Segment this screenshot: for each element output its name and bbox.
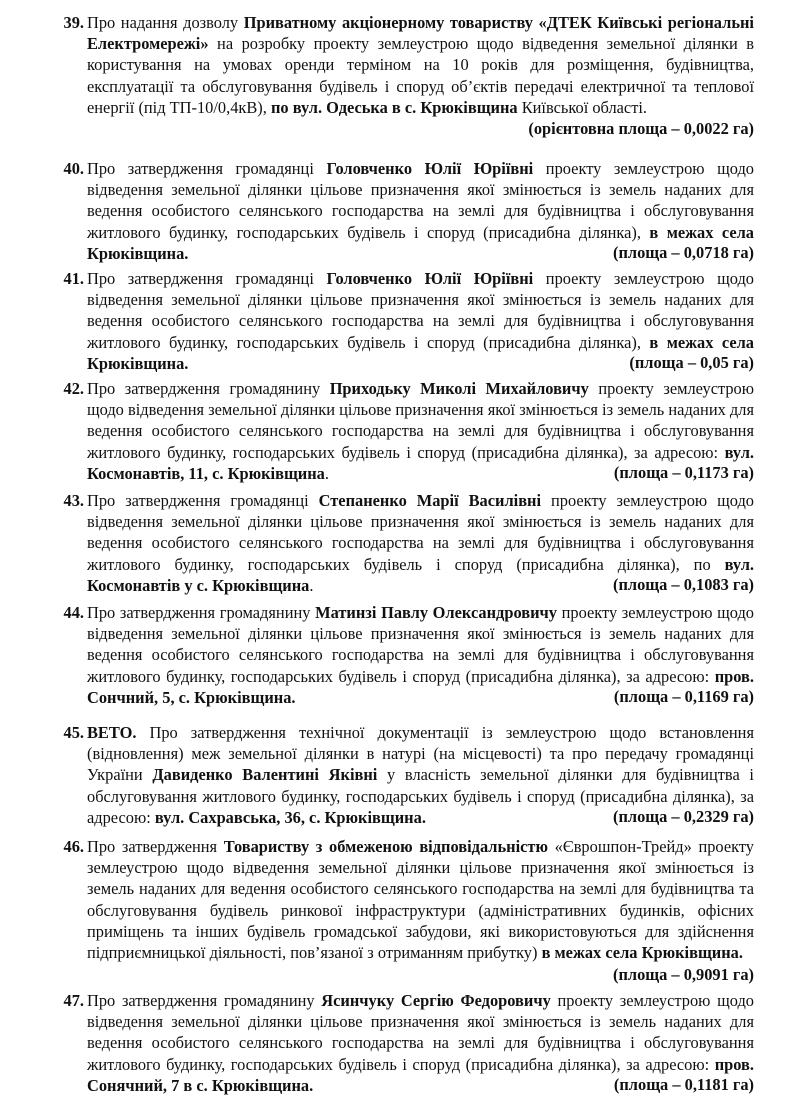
item-text: Про затвердження громадянину Ясинчуку Сергію Федоровичу проекту землеустрою щодо відведення земельної ділянки цільове призначення якої змінюється із земель наданих для ведення особистого селянського господарства на землі для будівництва і обслуговування житлового будинку, господарських будівель і споруд (присадибна ділянка), за адресою: пров. Сонячний, 7 в с. Крюківщина. [87, 991, 754, 1095]
item-number: 46. [63, 837, 84, 856]
item-text: Про затвердження громадянину Матинзі Павлу Олександровичу проекту землеустрою щодо відведення земельної ділянки цільове призначення якої змінюється із земель наданих для ведення особистого селянського господарства на землі для будівництва і обслуговування житлового будинку, господарських будівель і споруд (присадибна ділянка), за адресою: пров. Сончний, 5, с. Крюківщина. [87, 603, 754, 707]
item-text: ВЕТО. Про затвердження технічної документації із землеустрою щодо встановлення (відновлення) меж земельної ділянки в натурі (на місцевості) та про передачу громадянці України Давиденко Валентині Яківні у власність земельної ділянки для будівництва і обслуговування житлового будинку, господарських будівель і споруд (присадибна ділянка), за адресою: вул. Сахравська, 36, с. Крюківщина. [87, 723, 754, 827]
item-text: Про затвердження громадянці Головченко Юлії Юріївні проекту землеустрою щодо відведення земельної ділянки цільове призначення якої змінюється із земель наданих для ведення особистого селянського господарства на землі для будівництва і обслуговування житлового будинку, господарських будівель і споруд (присадибна ділянка), в межах села Крюківщина. [87, 159, 754, 263]
item-text: Про затвердження громадянці Головченко Юлії Юріївні проекту землеустрою щодо відведення земельної ділянки цільове призначення якої змінюється із земель наданих для ведення особистого селянського господарства на землі для будівництва і обслуговування житлового будинку, господарських будівель і споруд (присадибна ділянка), в межах села Крюківщина. [87, 269, 754, 373]
area-value: (площа – 0,1173 га) [606, 462, 754, 483]
area-value: (площа – 0,2329 га) [605, 806, 754, 827]
area-value: (площа – 0,1169 га) [606, 686, 754, 707]
item-number: 42. [63, 379, 84, 398]
area-value: (площа – 0,0718 га) [605, 242, 754, 263]
area-value: (площа – 0,1083 га) [605, 574, 754, 595]
area-value: (площа – 0,9091 га) [605, 964, 754, 985]
item-number: 39. [63, 13, 84, 32]
item-number: 41. [63, 269, 84, 288]
area-value: (орієнтовна площа – 0,0022 га) [520, 118, 754, 139]
item-number: 44. [63, 603, 84, 622]
item-text: Про затвердження громадянці Степаненко Марії Василівні проекту землеустрою щодо відведення земельної ділянки цільове призначення якої змінюється із земель наданих для ведення особистого селянського господарства на землі для будівництва і обслуговування житлового будинку, господарських будівель і споруд (присадибна ділянка), по вул. Космонавтів у с. Крюківщина. [87, 491, 754, 595]
area-value: (площа – 0,05 га) [621, 352, 754, 373]
item-text: Про надання дозволу Приватному акціонерному товариству «ДТЕК Київські регіональні Електромережі» на розробку проекту землеустрою щодо відведення земельної ділянки в користування на умовах оренди терміном на 10 років для розміщення, будівництва, експлуатації та обслуговування будівель і споруд об’єктів передачі електричної та теплової енергії (під ТП-10/0,4кВ), по вул. Одеська в с. Крюківщина Київської області. [87, 13, 754, 117]
item-text: Про затвердження громадянину Приходьку Миколі Михайловичу проекту землеустрою щодо відведення земельної ділянки цільове призначення якої змінюється із земель наданих для ведення особистого селянського господарства на землі для будівництва і обслуговування житлового будинку, господарських будівель і споруд (присадибна ділянка), за адресою: вул. Космонавтів, 11, с. Крюківщина. [87, 379, 755, 483]
area-value: (площа – 0,1181 га) [606, 1074, 754, 1095]
item-number: 43. [63, 491, 84, 510]
item-number: 40. [63, 159, 84, 178]
item-number: 45. [63, 723, 84, 742]
item-number: 47. [63, 991, 84, 1010]
item-text: Про затвердження Товариству з обмеженою відповідальністю «Єврошпон-Трейд» проекту землеустрою щодо відведення земельної ділянки цільове призначення якої змінюється із земель наданих для ведення особистого селянського господарства на землі для будівництва та обслуговування будівель ринкової інфраструктури (адміністративних будинків, офісних приміщень та інших будівель громадської забудови, які використовуються для здійснення підприємницької діяльності, пов’язаної з отриманням прибутку) в межах села Крюківщина. [87, 837, 754, 963]
